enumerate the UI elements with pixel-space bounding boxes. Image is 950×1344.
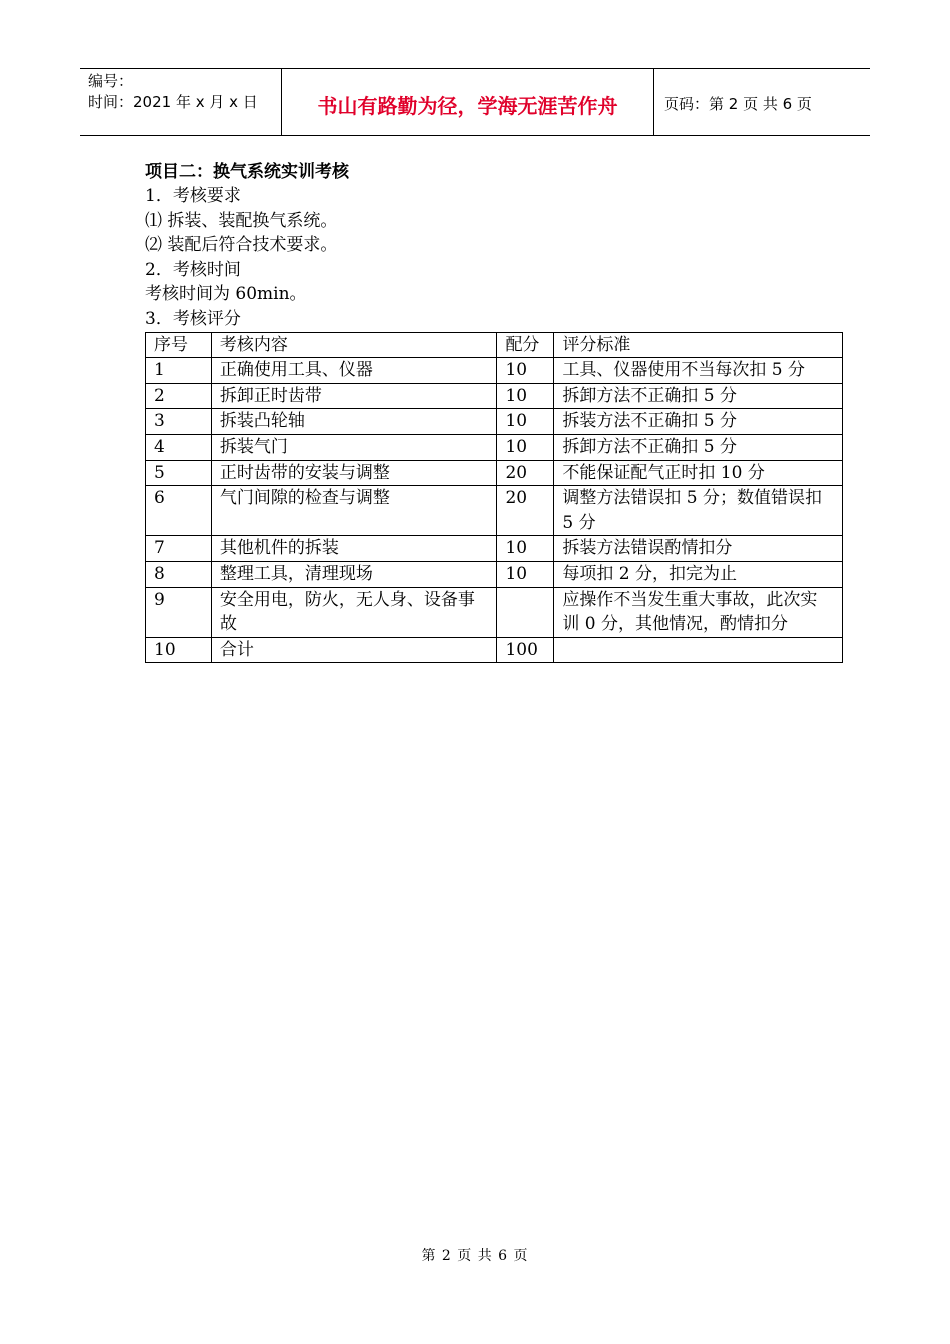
table-cell: 10 — [497, 536, 554, 562]
table-row — [146, 587, 843, 637]
table-cell: 调整方法错误扣 5 分；数值错误扣 5 分 — [554, 486, 843, 536]
table-cell: 8 — [146, 561, 212, 587]
table-cell — [554, 637, 843, 663]
table-header-cell: 考核内容 — [211, 332, 497, 358]
table-header-cell: 评分标准 — [554, 332, 843, 358]
table-cell: 正时齿带的安装与调整 — [211, 460, 497, 486]
table-cell: 4 — [146, 434, 212, 460]
header-page-info: 页码：第 2 页 共 6 页 — [664, 94, 812, 113]
table-cell: 10 — [497, 434, 554, 460]
table-cell: 6 — [146, 486, 212, 536]
document-body — [145, 160, 845, 663]
table-row — [146, 561, 843, 587]
table-cell: 安全用电，防火，无人身、设备事故 — [211, 587, 497, 637]
table-cell: 10 — [497, 358, 554, 384]
table-cell — [497, 587, 554, 637]
table-row — [146, 358, 843, 384]
table-cell: 合计 — [211, 637, 497, 663]
table-row — [146, 409, 843, 435]
table-row — [146, 637, 843, 663]
table-cell: 整理工具，清理现场 — [211, 561, 497, 587]
table-cell: 正确使用工具、仪器 — [211, 358, 497, 384]
requirement-heading: 1．考核要求 — [145, 186, 241, 206]
table-cell: 10 — [146, 637, 212, 663]
table-row — [146, 434, 843, 460]
section-title: 项目二：换气系统实训考核 — [145, 162, 349, 182]
table-header-cell: 配分 — [497, 332, 554, 358]
table-cell: 100 — [497, 637, 554, 663]
table-cell: 20 — [497, 486, 554, 536]
table-cell: 10 — [497, 409, 554, 435]
table-cell: 拆卸方法不正确扣 5 分 — [554, 434, 843, 460]
header-meta — [80, 69, 282, 135]
table-cell: 7 — [146, 536, 212, 562]
table-cell: 拆装方法错误酌情扣分 — [554, 536, 843, 562]
table-cell: 10 — [497, 561, 554, 587]
time-text: 考核时间为 60min。 — [145, 284, 307, 305]
table-cell: 拆卸方法不正确扣 5 分 — [554, 383, 843, 409]
table-cell: 工具、仪器使用不当每次扣 5 分 — [554, 358, 843, 384]
requirement-item-1: ⑴ 拆装、装配换气系统。 — [145, 210, 338, 231]
table-cell: 其他机件的拆装 — [211, 536, 497, 562]
table-cell: 5 — [146, 460, 212, 486]
table-row — [146, 486, 843, 536]
table-header-row — [146, 332, 843, 358]
table-header-cell: 序号 — [146, 332, 212, 358]
table-row — [146, 460, 843, 486]
page-footer: 第 2 页 共 6 页 — [421, 1248, 529, 1264]
table-cell: 2 — [146, 383, 212, 409]
table-cell: 不能保证配气正时扣 10 分 — [554, 460, 843, 486]
time-heading: 2．考核时间 — [145, 259, 241, 280]
table-cell: 3 — [146, 409, 212, 435]
date-label: 时间：2021 年 x 月 x 日 — [88, 93, 258, 111]
header-slogan: 书山有路勤为径，学海无涯苦作舟 — [282, 69, 654, 135]
table-cell: 应操作不当发生重大事故，此次实训 0 分，其他情况，酌情扣分 — [554, 587, 843, 637]
table-cell: 拆装气门 — [211, 434, 497, 460]
table-cell: 9 — [146, 587, 212, 637]
table-cell: 每项扣 2 分，扣完为止 — [554, 561, 843, 587]
requirement-item-2: ⑵ 装配后符合技术要求。 — [145, 235, 338, 256]
scoring-heading: 3．考核评分 — [145, 308, 241, 329]
table-cell: 20 — [497, 460, 554, 486]
serial-number-label: 编号： — [88, 72, 134, 90]
table-cell: 拆装凸轮轴 — [211, 409, 497, 435]
table-row — [146, 383, 843, 409]
table-cell: 1 — [146, 358, 212, 384]
table-row — [146, 536, 843, 562]
table-cell: 拆卸正时齿带 — [211, 383, 497, 409]
table-cell: 气门间隙的检查与调整 — [211, 486, 497, 536]
page-header — [80, 68, 870, 136]
table-cell: 拆装方法不正确扣 5 分 — [554, 409, 843, 435]
table-cell: 10 — [497, 383, 554, 409]
scoring-table — [145, 332, 843, 664]
